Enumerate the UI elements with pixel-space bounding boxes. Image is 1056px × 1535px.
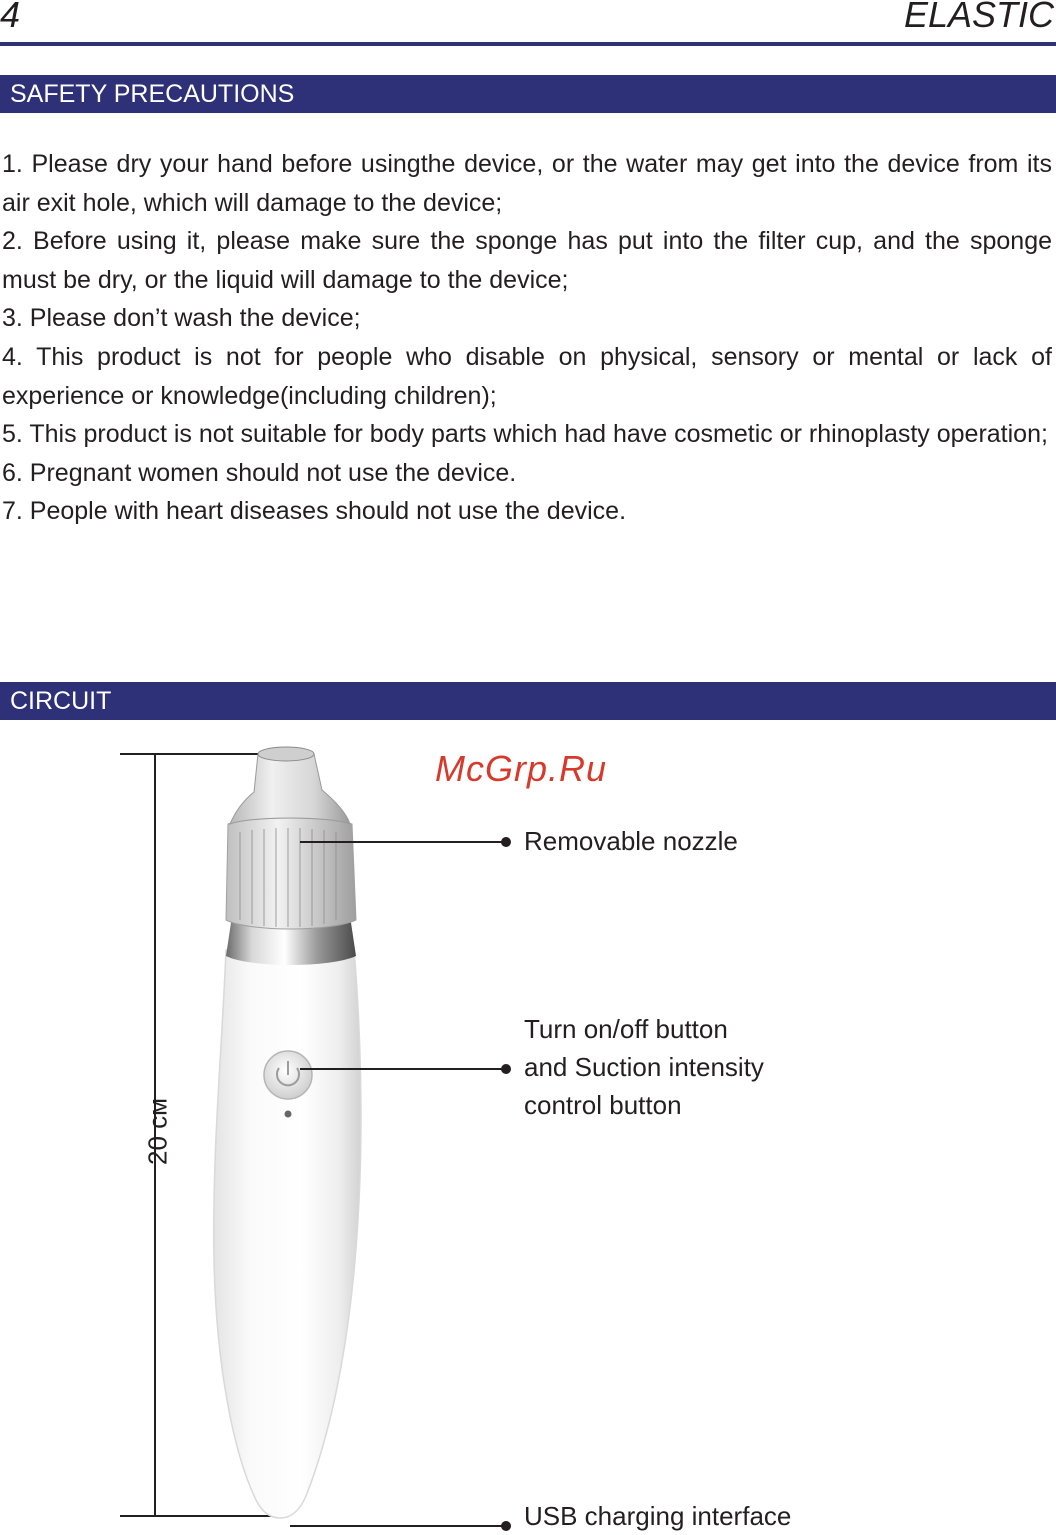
- callout-usb-interface: USB charging interface: [524, 1501, 792, 1531]
- callout-line: Turn on/off button: [524, 1014, 728, 1044]
- precaution-item: 3. Please don’t wash the device;: [2, 304, 361, 333]
- dimension-label: 20 см: [142, 1097, 173, 1166]
- brand-name: ELASTIC: [903, 0, 1054, 35]
- watermark: McGrp.Ru: [435, 748, 608, 789]
- section-header-circuit: CIRCUIT: [0, 682, 1056, 720]
- callout-dots: [501, 837, 511, 1531]
- callout-removable-nozzle: Removable nozzle: [524, 826, 738, 856]
- callout-line: control button: [524, 1090, 682, 1120]
- precaution-item: 2. Before using it, please make sure the sponge has put into the filter cup, and the sponge must be dry, or the liquid will damage to the device;: [2, 227, 1052, 294]
- precaution-item: 4. This product is not for people who disable on physical, sensory or mental or lack of experience or knowledge(including children);: [2, 342, 1052, 410]
- section-header-safety: SAFETY PRECAUTIONS: [0, 75, 1056, 113]
- precaution-item: 5. This product is not suitable for body parts which had have cosmetic or rhinoplasty operation;: [2, 420, 1048, 449]
- precaution-item: 1. Please dry your hand before usingthe device, or the water may get into the device from its air exit hole, which will damage to the device;: [2, 150, 1052, 217]
- device-illustration: [214, 747, 361, 1518]
- header-rule: [0, 42, 1056, 46]
- page-number: 4: [0, 0, 21, 35]
- callout-line: and Suction intensity: [524, 1052, 764, 1082]
- precaution-item: 6. Pregnant women should not use the device.: [2, 458, 517, 487]
- precautions-list: [2, 145, 1052, 531]
- precaution-item: 7. People with heart diseases should not use the device.: [2, 497, 627, 526]
- callout-power-button: [524, 1010, 764, 1124]
